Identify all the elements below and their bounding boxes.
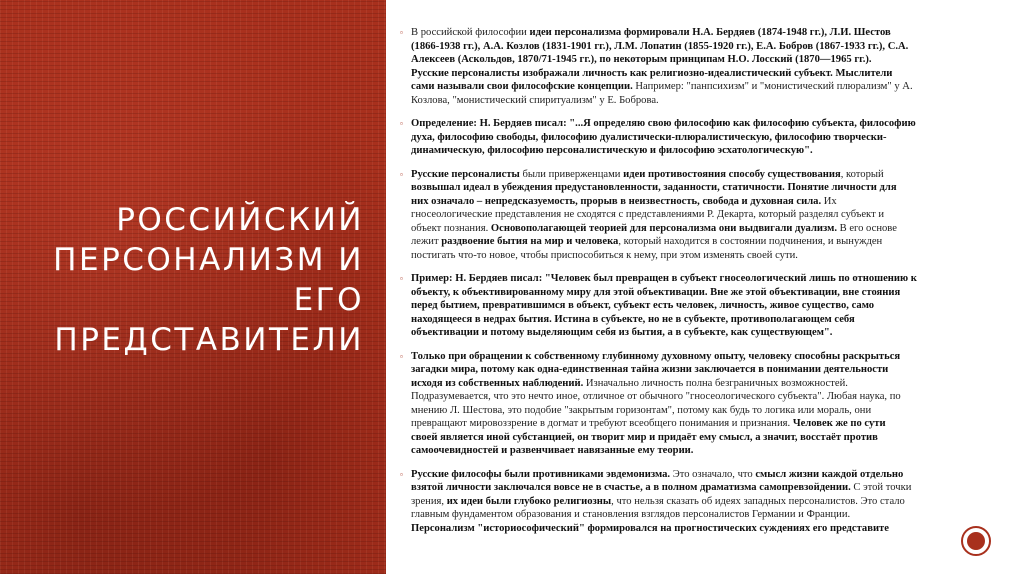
text: были приверженцами: [519, 168, 624, 180]
text: , который: [840, 168, 884, 180]
bullet-icon: ▫: [400, 28, 403, 37]
paragraph-line: [411, 350, 980, 364]
text: В его основе: [836, 222, 897, 234]
bold-text: Основополагающей теорией для персонализма они выдвигали дуализм.: [490, 222, 837, 234]
paragraph-line: [411, 131, 980, 145]
bold-text: самоочевидностей и развенчивает навязанные ему теории.: [411, 445, 694, 456]
paragraph-line: [411, 249, 980, 263]
bold-text: Человек же по сути: [792, 418, 886, 429]
bullet-icon: ▫: [400, 274, 403, 283]
paragraph-line: [411, 286, 980, 300]
paragraph-line: [411, 404, 980, 418]
text: зрения,: [411, 495, 447, 507]
text: Изначально личность полна безграничных возможностей.: [583, 377, 848, 389]
title-line: ПЕРСОНАЛИЗМ И: [53, 242, 364, 278]
text: С этой точки: [850, 482, 912, 493]
paragraph-line: [411, 417, 980, 431]
paragraph-line: [411, 222, 980, 236]
bullet-paragraph: [400, 117, 980, 158]
paragraph-line: [411, 481, 980, 495]
paragraph-line: [411, 40, 980, 54]
slide-body: [400, 26, 980, 545]
bold-text: загадки мира, потому как одна-единственная тайна жизни заключается в понимании деятельности: [411, 364, 889, 375]
title-line: ПРЕДСТАВИТЕЛИ: [54, 322, 364, 358]
paragraph-line: [411, 299, 980, 313]
bold-text: находящееся в недрах бытия. Истина в субъекте, но не в субъекте, противополагающем себя: [411, 313, 855, 325]
bold-text: Пример: Н. Бердяев писал: "Человек был превращен в субъект гносеологический лишь по отношению к: [411, 273, 917, 284]
text: Подразумевается, что это нечто иное, отличное от обычного "гносеологического субъекта". Любая наука, по: [411, 391, 901, 402]
paragraph-line: [411, 117, 980, 131]
paragraph-line: [411, 272, 980, 286]
text: объект познания.: [411, 222, 491, 234]
bold-text: Алексеев (Аскольдов, 1870/71-1945 гг.), по некоторым принципам Н.О. Лосский (1870—1965 гг.).: [411, 54, 872, 65]
bold-text: их идеи были глубоко религиозны: [446, 495, 612, 507]
bold-text: сами называли свои философские концепции.: [411, 81, 633, 92]
text: Козлова, "монистический спиритуализм" у Е. Боброва.: [411, 94, 659, 106]
paragraph-line: [411, 195, 980, 209]
bold-text: Русские персоналисты изображали личность как религиозно-идеалистический субъект. Мыслители: [411, 67, 893, 79]
bold-text: исходя из собственных наблюдений.: [411, 377, 584, 389]
paragraph-line: [411, 444, 980, 458]
bullet-icon: ▫: [400, 119, 403, 128]
text: постигать что-то новое, чтобы приспособиться к нему, при этом изменять своей сути.: [411, 249, 798, 261]
paragraph-line: [411, 431, 980, 445]
paragraph-line: [411, 80, 980, 94]
bullet-paragraph: [400, 350, 980, 458]
slide-title: [14, 200, 364, 360]
bold-text: идеи противостояния способу существования: [623, 168, 841, 180]
bold-text: них означало – непредсказуемость, прорыв в неизвестность, свобода и духовная сила.: [411, 195, 822, 207]
text: главным фундаментом образования и становления взглядов персоналистов Германии и Франции.: [411, 509, 851, 520]
bold-text: раздвоение бытия на мир и человека: [441, 236, 619, 247]
paragraph-line: [411, 313, 980, 327]
bold-text: идеи персонализма формировали Н.А. Бердяев (1874-1948 гг.), Л.И. Шестов: [529, 27, 891, 38]
bold-text: динамическую, философию персоналистическую и философию эсхатологическую".: [411, 145, 813, 156]
bold-text: Персонализм "историософический" формировался на прогностических суждениях его представите: [411, 522, 889, 534]
presentation-logo-icon: [961, 526, 991, 556]
bullet-paragraph: [400, 26, 980, 107]
paragraph-line: [411, 53, 980, 67]
bullet-icon: ▫: [400, 351, 403, 361]
text: Это означало, что: [670, 468, 756, 480]
bold-text: объективации и потому выделяющим себя из бытия, а в субъекте, как существующем".: [411, 327, 833, 338]
text: мнению Л. Шестова, это подобие "закрытым горизонтам", потому как будь то логика или мораль, они: [411, 404, 872, 416]
bold-text: перед бытием, превратившимся в объект, субъект есть человек, личность, живое существо, само: [411, 300, 875, 311]
bullet-paragraph: [400, 272, 980, 340]
bold-text: духа, философию свободы, философию дуалистически-плюралистическую, философию творчески-: [411, 131, 887, 143]
text: Например: "панпсихизм" и "монистический плюрализм" у А.: [632, 81, 913, 92]
bold-text: своей является иной субстанцией, он творит мир и придаёт ему смысл, а значит, восстаёт против: [411, 431, 878, 443]
bold-text: взятой личности заключался вовсе не в счастье, а в полном драматизма самопревзойдении.: [411, 482, 851, 493]
bullet-icon: ▫: [400, 469, 403, 479]
paragraph-line: [411, 94, 980, 108]
bold-text: возвышал идеал в убеждения предустановленности, заданности, статичности. Понятие личности для: [411, 182, 897, 193]
title-panel: [0, 0, 386, 574]
paragraph-line: [411, 235, 980, 249]
text: Их: [821, 195, 837, 207]
paragraph-line: [411, 67, 980, 81]
paragraph-line: [411, 390, 980, 404]
text: В российской философии: [411, 27, 530, 38]
bold-text: (1866-1938 гг.), А.А. Козлов (1831-1901 гг.), Л.М. Лопатин (1855-1920 гг.), Е.А. Бобров (1867-1933 гг.), С.А.: [411, 40, 909, 52]
paragraph-line: [411, 363, 980, 377]
paragraph-line: [411, 144, 980, 158]
paragraph-line: [411, 377, 980, 391]
title-line: ЕГО: [293, 282, 364, 318]
text: , который находится в состоянии подчинения, и вынужден: [618, 236, 883, 247]
text: , что нельзя сказать об идеях западных персоналистов. Это стало: [611, 495, 905, 507]
bold-text: Только при обращении к собственному глубинному духовному опыту, человеку способны раскрыться: [411, 350, 901, 362]
title-line: РОССИЙСКИЙ: [116, 202, 364, 238]
bold-text: Определение: Н. Бердяев писал: "...Я определяю свою философию как философию субъекта, философию: [411, 118, 916, 129]
bullet-icon: ▫: [400, 169, 403, 179]
paragraph-line: [411, 522, 980, 536]
paragraph-line: [411, 326, 980, 340]
bold-text: Русские персоналисты: [411, 168, 520, 180]
paragraph-line: [411, 26, 980, 40]
bullet-paragraph: [400, 168, 980, 263]
text: лежит: [411, 236, 442, 247]
bullet-paragraph: [400, 468, 980, 536]
paragraph-line: [411, 208, 980, 222]
text: превращают мировоззрение в догмат и требуют всеобщего понимания и признания.: [411, 418, 793, 429]
bold-text: объекту, к объективированному миру для этой объективации. Вне же этой объективации, вне стояния: [411, 286, 901, 298]
paragraph-line: [411, 495, 980, 509]
paragraph-line: [411, 181, 980, 195]
paragraph-line: [411, 508, 980, 522]
bold-text: смысл жизни каждой отдельно: [755, 468, 904, 480]
paragraph-line: [411, 168, 980, 182]
bold-text: Русские философы были противниками эвдемонизма.: [411, 468, 671, 480]
paragraph-line: [411, 468, 980, 482]
text: гносеологические представления не сходятся с представлениями Р. Декарта, который разделял субъект и: [411, 209, 885, 220]
